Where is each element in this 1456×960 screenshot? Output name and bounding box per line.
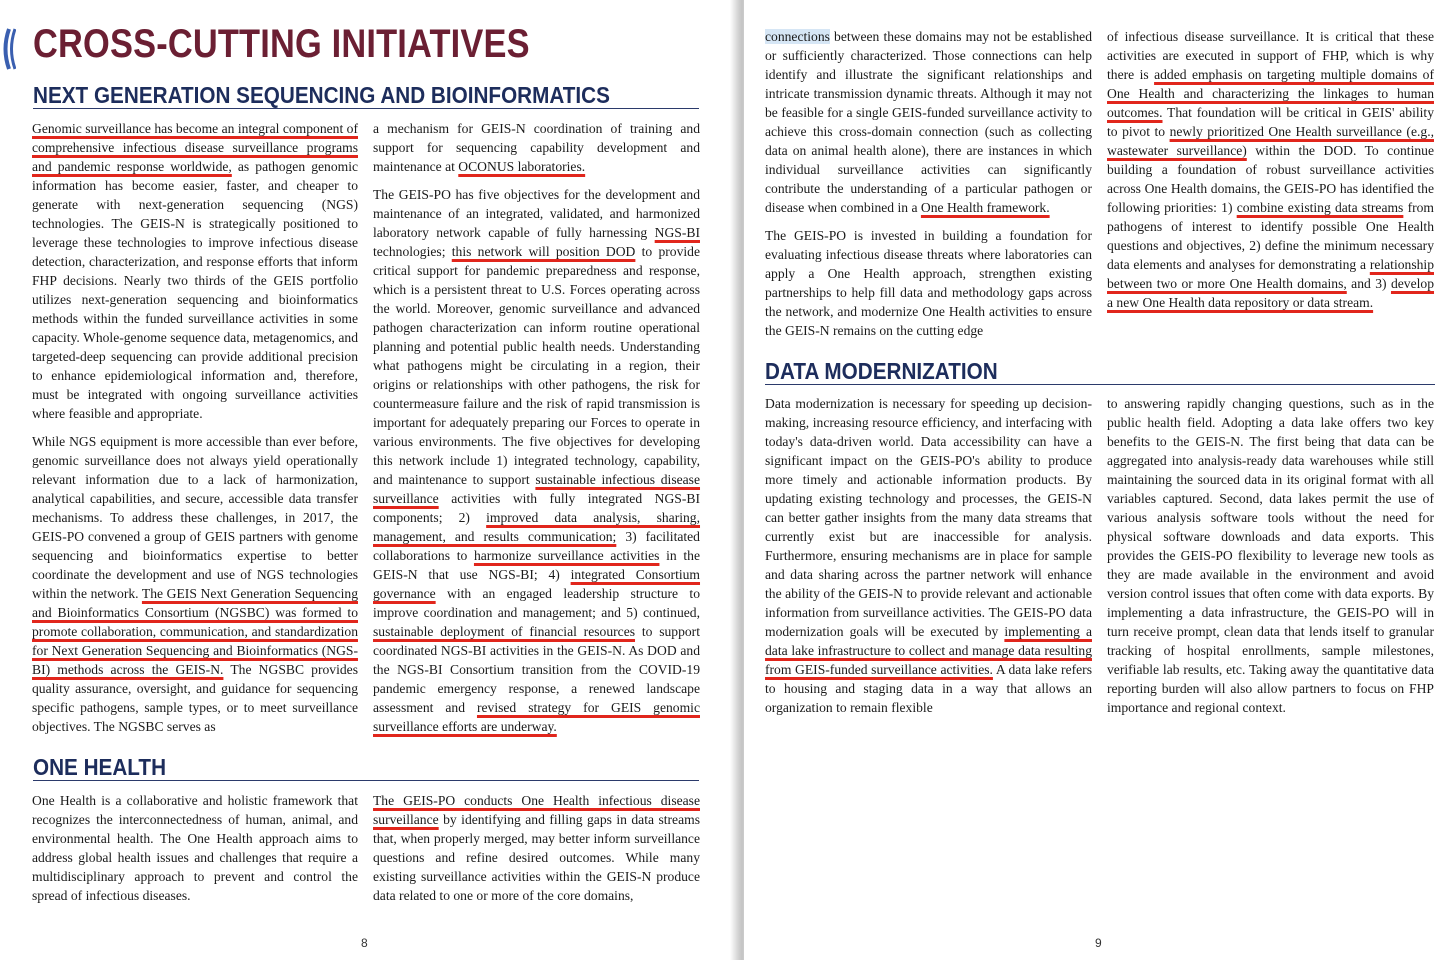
body-text: Data modernization is necessary for speeding up decision-making, increasing resource efficiency, and interfacing with today's data-driven world. Data accessibility can have a significant impact on the GEIS-PO's ability to produce more timely and actionable information products. By updating existing technology and processes, the GEIS-N can better gather insights from the many data streams that currently exist but are inaccessible for analysis. Furthermore, ensuring mechanisms are in place for sample and data sharing across the partner network will enhance the ability of the GEIS-N to provide relevant and actionable information from surveillance activities. The GEIS-PO data modernization goals will be executed by (765, 396, 1092, 639)
ngs-column-2 (373, 119, 700, 745)
one-health-column-1 (32, 791, 358, 914)
data-modernization-column-2 (1107, 394, 1434, 726)
highlighted-text: NGS-BI (654, 225, 700, 240)
page-number-left: 8 (361, 936, 368, 950)
body-text: between these domains may not be established or sufficiently characterized. Those connections can help identify and illustrate the significant relationships and intricate transmission dynamic threats. Although it may not be feasible for a single GEIS-funded surveillance activity to achieve this cross-domain connection (such as collecting data on animal health alone), there are instances in which individual surveillance activities can significantly contribute the understanding of a particular pathogen or disease when combined in a (765, 29, 1092, 215)
highlighted-text: newly prioritized One Health surveillance (e.g., wastewater surveillance) (1107, 124, 1434, 158)
body-text: That foundation will be critical in GEIS' ability to pivot to (1107, 105, 1434, 139)
data-modernization-paragraph (1107, 394, 1434, 717)
one-health-paragraph (765, 226, 1092, 340)
body-text: 3) facilitated collaborations to (373, 529, 700, 563)
one-health-paragraph (765, 27, 1092, 217)
body-text: The GEIS-PO has five objectives for the development and maintenance of an integrated, validated, and harmonized laboratory network capable of fully harnessing (373, 187, 700, 240)
highlighted-text: The GEIS Next Generation Sequencing and Bioinformatics Consortium (NGSBC) was formed to promote collaboration, communication, and standardization for Next Generation Sequencing and Bioinformatics (NGS-BI) methods across the GEIS-N. (32, 586, 358, 677)
one-health-column-2 (373, 791, 700, 914)
bracket-decoration-icon (0, 27, 16, 71)
body-text: of infectious disease surveillance. It is critical that these activities are executed in support of FHP, which is why there is (1107, 29, 1434, 82)
body-text: by identifying and filling gaps in data streams that, when properly merged, may better inform surveillance questions and refine desired outcomes. While many existing surveillance activities within the GEIS-N produce data related to one or more of the core domains, (373, 812, 700, 903)
highlighted-text: sustainable infectious disease surveillance (373, 472, 701, 506)
highlighted-text: integrated Consortium governance (373, 567, 701, 601)
one-health-paragraph (1107, 27, 1434, 312)
ngs-paragraph (32, 119, 358, 423)
ngs-paragraph (373, 119, 700, 176)
body-text: One Health is a collaborative and holistic framework that recognizes the interconnectedness of human, animal, and environmental health. The One Health approach aims to address global health issues and challenges that require a multidisciplinary approach to prevent and control the spread of infectious diseases. (32, 793, 358, 903)
ngs-column-1 (32, 119, 358, 745)
highlighted-text: implementing a data lake infrastructure to collect and manage data resulting from GEIS-funded surveillance activities. (765, 624, 1092, 677)
body-text: activities with fully integrated NGS-BI components; 2) (373, 491, 700, 525)
highlighted-text: combine existing data streams (1236, 200, 1404, 215)
body-text: to provide critical support for pandemic preparedness and response, which is a persistent threat to U.S. Forces operating across the world. Moreover, genomic surveillance and advanced pathogen characterization can inform routine operational planning and potential public health needs. Understanding what pathogens might be circulating in a region, their origins or relationships with other pathogens, the risk for countermeasure failure and the risk of rapid transmission is important for adequately preparing our Forces to operate in various environments. The five objectives for developing this network include 1) integrated technology, capability, and maintenance to support (373, 244, 700, 487)
body-text: to answering rapidly changing questions, such as in the public health field. Adopting a data lake offers two key benefits to the GEIS-N. The first being that data can be aggregated into analysis-ready data warehouses while still maintaining the sourced data in its original format with all variables captured. Second, data lakes permit the use of various analysis software tools without the need for physical software downloads and data exports. This provides the GEIS-PO flexibility to leverage new tools as they are made available in the environment and avoid version control issues that often come with data exports. By implementing a data infrastructure, the GEIS-PO will in turn receive prompt, clean data that lends itself to granular tracking of hospital enrollments, sample milestones, verifiable lab results, etc. Taking away the quantitative data reporting burden will also allow partners to focus on FHP importance and regional context. (1107, 396, 1434, 715)
page-title: CROSS-CUTTING INITIATIVES (33, 22, 530, 66)
ngs-paragraph (32, 432, 358, 736)
section-divider (33, 108, 699, 109)
body-text: as pathogen genomic information has become easier, faster, and cheaper to generate with next-generation sequencing (NGS) technologies. The GEIS-N is strategically positioned to leverage these technologies to improve infectious disease detection, characterization, and response efforts that inform FHP decisions. Nearly two thirds of the GEIS portfolio utilizes next-generation sequencing and bioinformatics methods within the funded surveillance activities in some capacity. Whole-genome sequence data, metagenomics, and targeted-deep sequencing can provide additional precision to enhance epidemiological information and, therefore, must be integrated with ongoing surveillance activities where feasible and appropriate. (32, 159, 358, 421)
data-modernization-column-1 (765, 394, 1092, 726)
highlighted-text: One Health framework. (920, 200, 1050, 215)
section-divider (765, 384, 1435, 385)
body-text: The NGSBC provides quality assurance, oversight, and guidance for sequencing specific pathogens, sample types, or to meet surveillance objectives. The NGSBC serves as (32, 662, 359, 734)
body-text: from pathogens of interest to identify possible One Health questions and objectives, 2) define the minimum necessary data elements and analyses for demonstrating a (1107, 200, 1434, 272)
highlighted-text: harmonize surveillance activities (473, 548, 660, 563)
highlighted-text: added emphasis on targeting multiple domains of One Health and characterizing the linkages to human outcomes. (1107, 67, 1434, 120)
highlighted-text: OCONUS laboratories. (458, 159, 586, 174)
one-health-paragraph (32, 791, 358, 905)
section-heading-ngs: NEXT GENERATION SEQUENCING AND BIOINFORMATICS (33, 82, 610, 108)
highlighted-text: Genomic surveillance has become an integral component of comprehensive infectious disease surveillance programs and pandemic response worldwide, (32, 121, 358, 174)
body-text: A data lake refers to housing and staging data in a way that allows an organization to remain flexible (765, 662, 1092, 715)
page-number-right: 9 (1095, 936, 1102, 950)
highlighted-text: revised strategy for GEIS genomic surveillance efforts are underway. (373, 700, 700, 734)
highlighted-text: relationship between two or more One Health domains, (1107, 257, 1434, 291)
highlighted-text: sustainable deployment of financial resources (373, 624, 636, 639)
ngs-paragraph (373, 185, 700, 736)
body-text: While NGS equipment is more accessible than ever before, genomic surveillance does not always yield operationally relevant information due to a lack of harmonization, analytical capabilities, and secure, accessible data transfer mechanisms. To address these challenges, in 2017, the GEIS-PO convened a group of GEIS partners with genome sequencing and bioinformatics expertise to better coordinate the development and use of NGS technologies within the network. (32, 434, 358, 601)
body-text: and 3) (1346, 276, 1391, 291)
section-heading-data-modernization: DATA MODERNIZATION (765, 358, 998, 384)
body-text: with an engaged leadership structure to improve coordination and management; and 5) continued, (373, 586, 700, 620)
body-text: to support coordinated NGS-BI activities in the GEIS-N. As DOD and the NGS-BI Consortium transition from the COVID-19 pandemic emergency response, a renewed landscape assessment and (373, 624, 700, 715)
body-text: technologies; (373, 244, 452, 259)
one-health-continued-column-2 (1107, 27, 1434, 321)
highlighted-text: The GEIS-PO conducts One Health infectious disease surveillance (373, 793, 700, 827)
one-health-paragraph (373, 791, 700, 905)
data-modernization-paragraph (765, 394, 1092, 717)
selected-text: connections (765, 29, 830, 44)
one-health-continued-column-1 (765, 27, 1092, 349)
body-text: in the GEIS-N that use NGS-BI; 4) (373, 548, 700, 582)
right-page (744, 0, 1456, 960)
highlighted-text: improved data analysis, sharing, management, and results communication; (373, 510, 701, 544)
body-text: a mechanism for GEIS-N coordination of training and support for sequencing capability development and maintenance at (373, 121, 700, 174)
body-text: The GEIS-PO is invested in building a foundation for evaluating infectious disease threats where laboratories can apply a One Health approach, strengthen existing partnerships to help fill data and methodology gaps across the network, and modernize One Health activities to ensure the GEIS-N remains on the cutting edge (765, 228, 1092, 338)
highlighted-text: develop a new One Health data repository or data stream. (1107, 276, 1435, 310)
section-heading-one-health: ONE HEALTH (33, 754, 167, 780)
highlighted-text: this network will position DOD (451, 244, 636, 259)
section-divider (33, 780, 699, 781)
body-text: within the DOD. To continue building a foundation of robust surveillance activities across One Health domains, the GEIS-PO has identified the following priorities: 1) (1107, 143, 1434, 215)
